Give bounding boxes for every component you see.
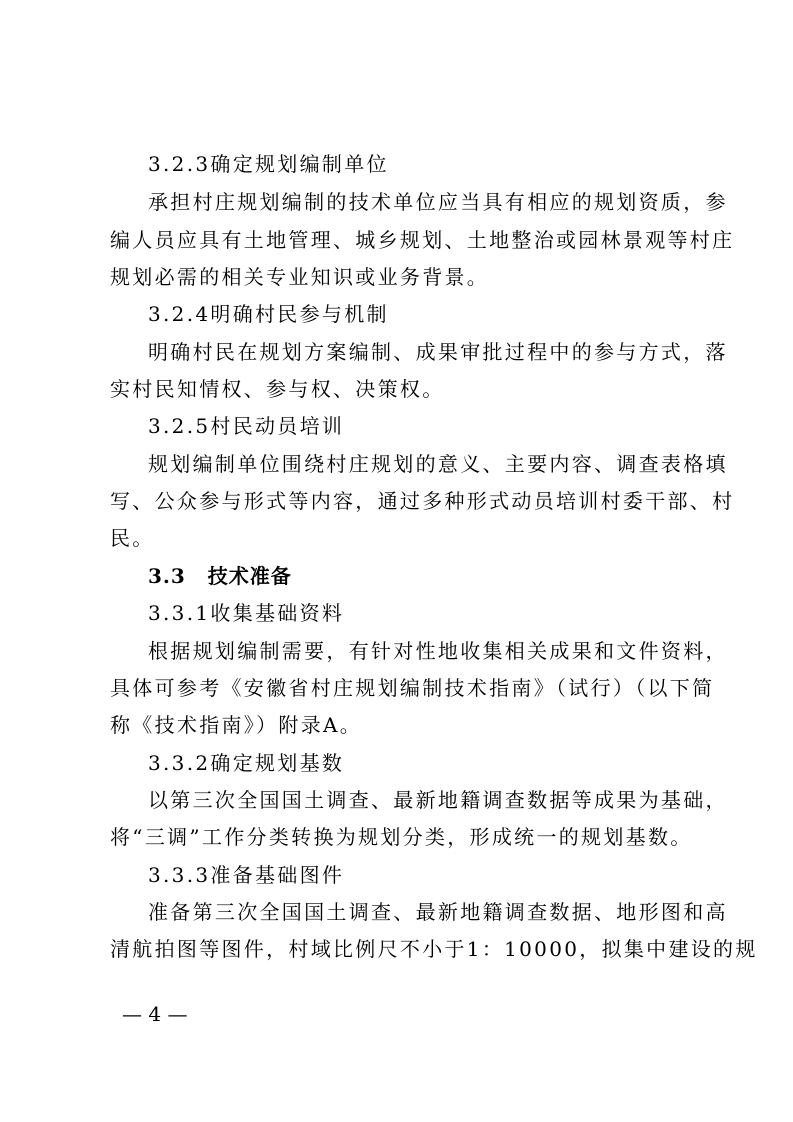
subheading-3-2-3: 3.2.3确定规划编制单位 <box>148 152 389 176</box>
paragraph-line: 将“三调”工作分类转换为规划分类，形成统一的规划基数。 <box>110 825 693 849</box>
paragraph-line: 规划必需的相关专业知识或业务背景。 <box>110 265 490 289</box>
paragraph-line: 称《技术指南》）附录A。 <box>110 713 363 737</box>
paragraph-line: 承担村庄规划编制的技术单位应当具有相应的规划资质，参 <box>148 190 728 214</box>
paragraph-line: 写、公众参与形式等内容，通过多种形式动员培训村委干部、村 <box>110 489 735 513</box>
paragraph-line: 清航拍图等图件，村域比例尺不小于1：10000，拟集中建设的规 <box>110 937 758 961</box>
subheading-3-2-4: 3.2.4明确村民参与机制 <box>148 302 389 326</box>
section-heading-3-3 <box>148 562 292 590</box>
subheading-3-3-2: 3.3.2确定规划基数 <box>148 751 345 775</box>
paragraph-line: 具体可参考《安徽省村庄规划编制技术指南》（试行）（以下简 <box>110 676 715 700</box>
subheading-3-3-3: 3.3.3准备基础图件 <box>148 863 345 887</box>
paragraph-line: 实村民知情权、参与权、决策权。 <box>110 377 445 401</box>
page-number: — 4 — <box>122 1002 188 1026</box>
paragraph-line: 编人员应具有土地管理、城乡规划、土地整治或园林景观等村庄 <box>110 228 735 252</box>
subheading-3-2-5: 3.2.5村民动员培训 <box>148 414 345 438</box>
paragraph-line: 根据规划编制需要，有针对性地收集相关成果和文件资料， <box>148 639 728 663</box>
subheading-3-3-1: 3.3.1收集基础资料 <box>148 601 345 625</box>
paragraph-line: 明确村民在规划方案编制、成果审批过程中的参与方式，落 <box>148 340 728 364</box>
paragraph-line: 民。 <box>110 526 155 550</box>
paragraph-line: 准备第三次全国国土调查、最新地籍调查数据、地形图和高 <box>148 900 728 924</box>
paragraph-line: 规划编制单位围绕村庄规划的意义、主要内容、调查表格填 <box>148 452 728 476</box>
paragraph-line: 以第三次全国国土调查、最新地籍调查数据等成果为基础， <box>148 788 728 812</box>
section-number: 3.3 <box>148 564 186 588</box>
section-title: 技术准备 <box>207 564 292 588</box>
